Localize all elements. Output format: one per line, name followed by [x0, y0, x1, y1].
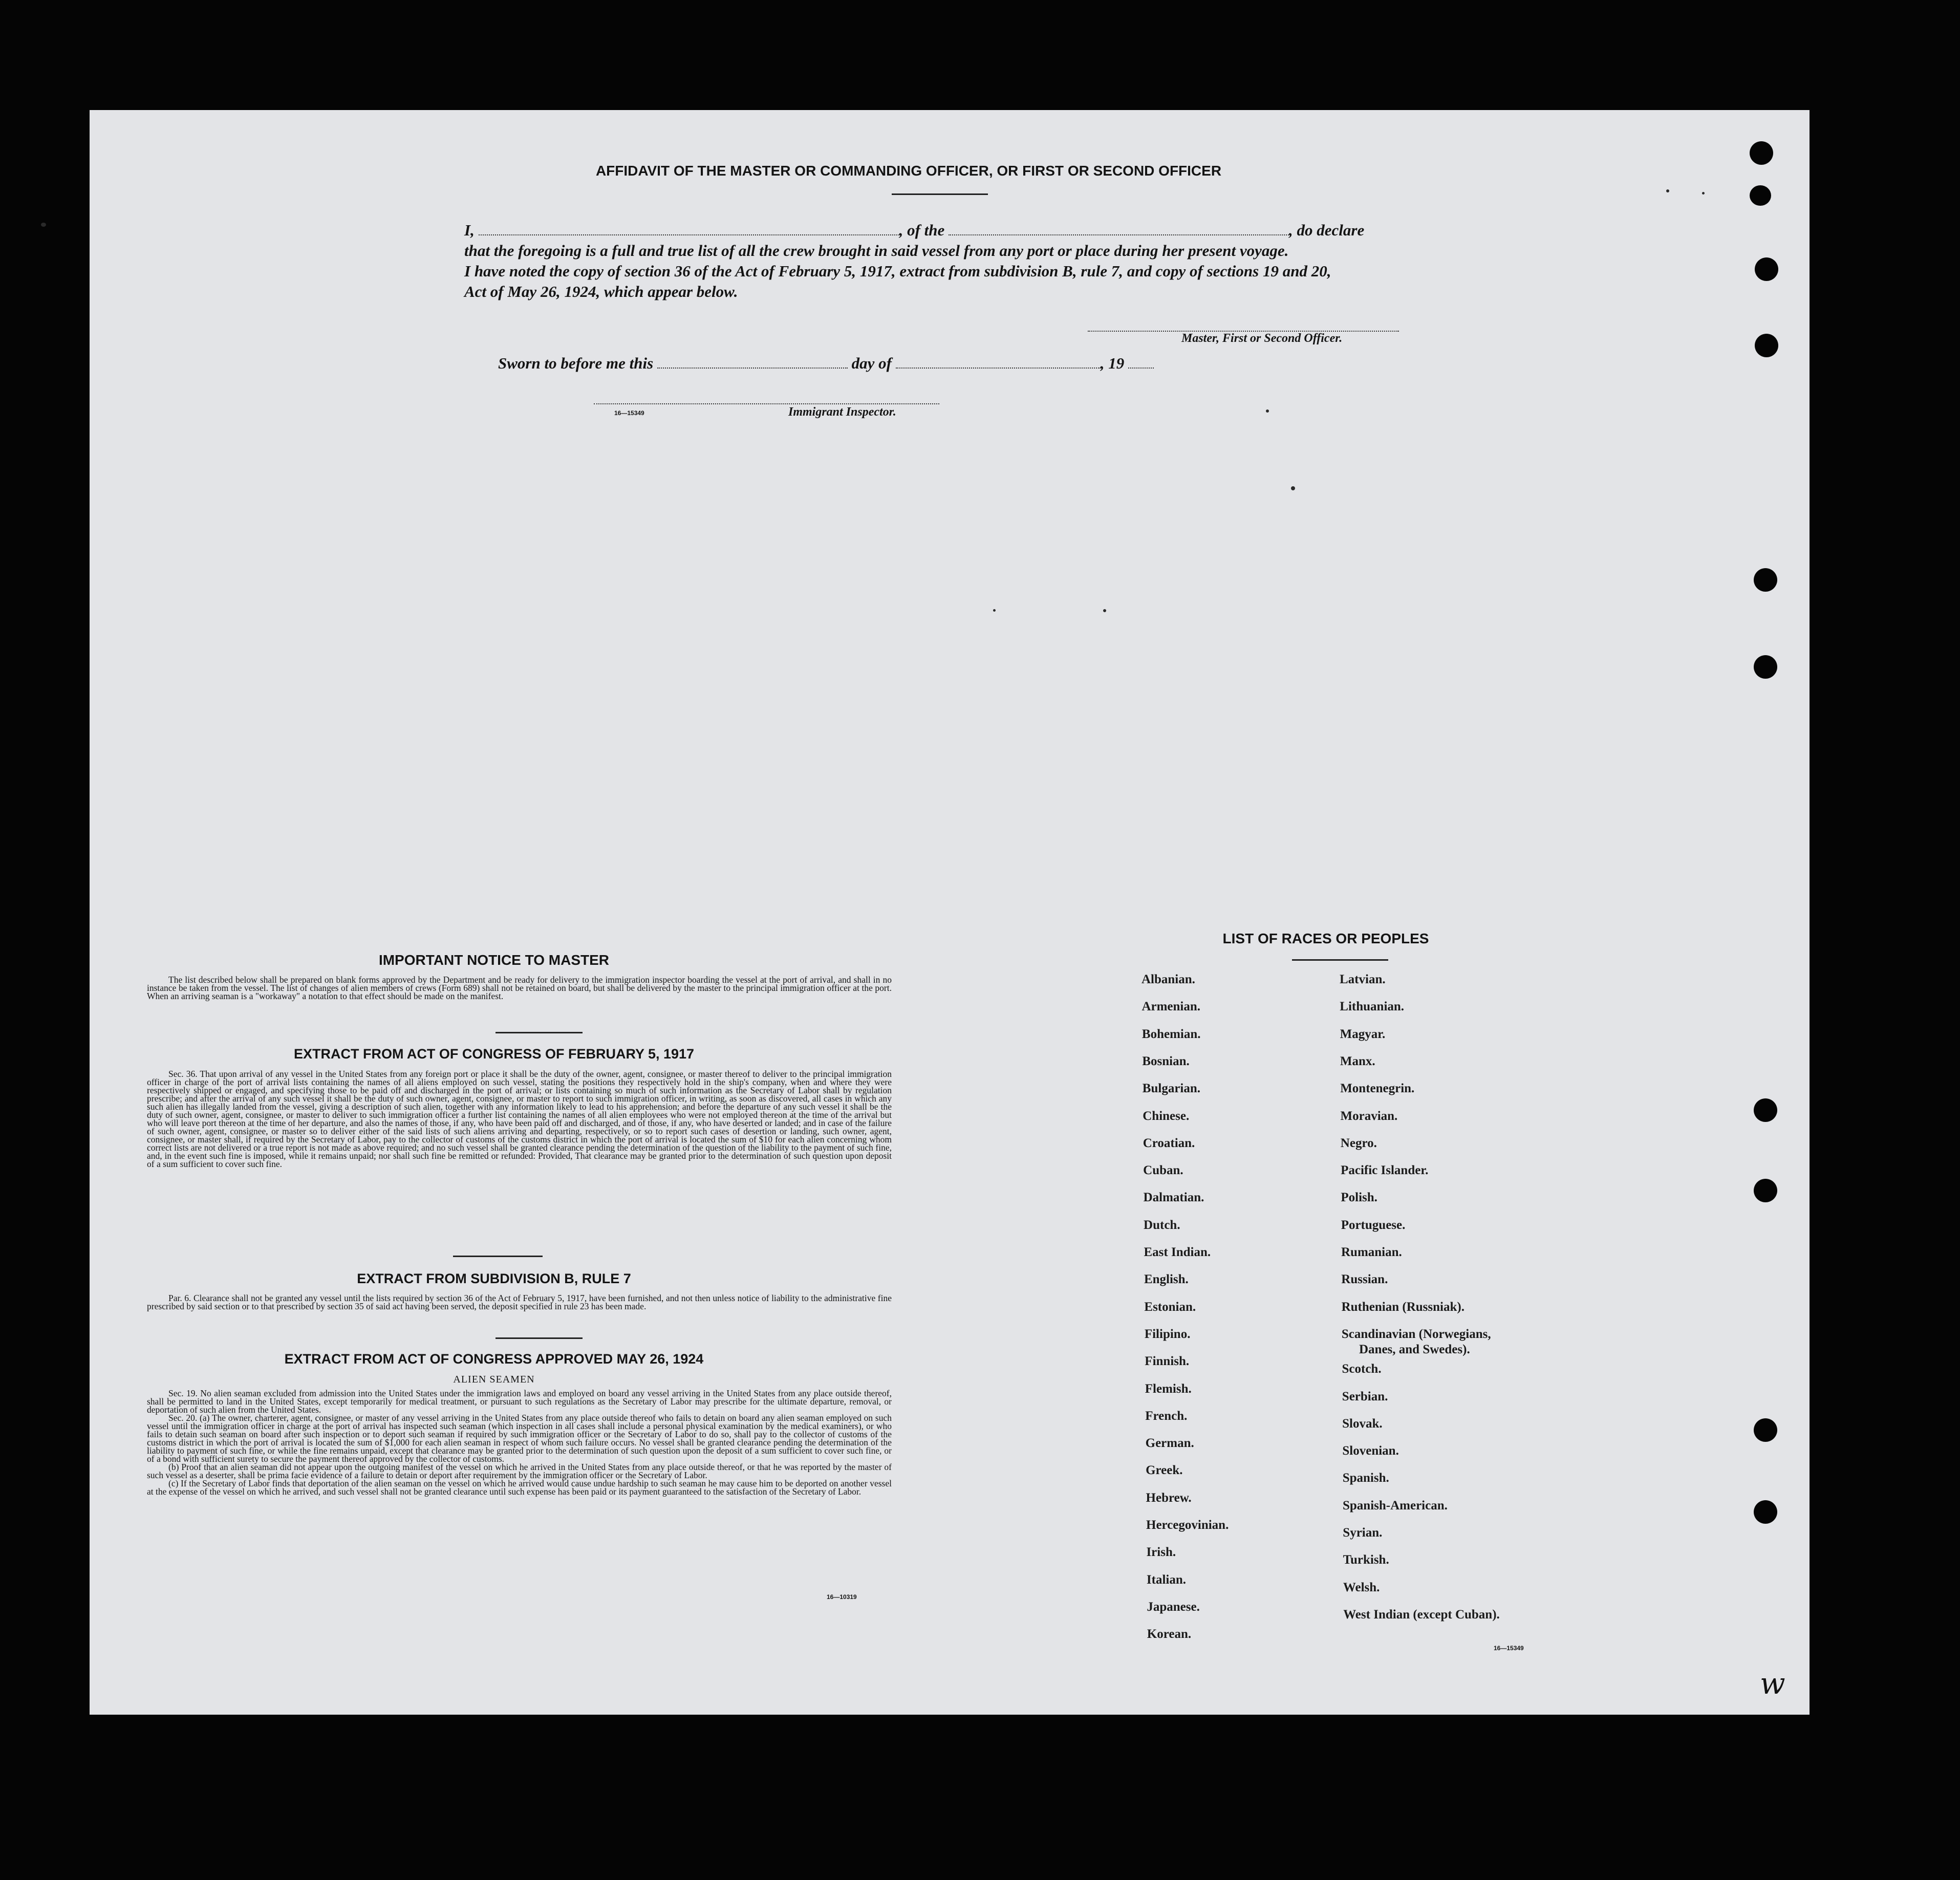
- race-item: Rumanian.: [1341, 1245, 1402, 1259]
- race-item: Finnish.: [1145, 1354, 1190, 1369]
- race-item: Chinese.: [1143, 1109, 1190, 1123]
- sworn-line: [498, 354, 1154, 373]
- scan-speck: [1666, 189, 1669, 192]
- race-item: Hercegovinian.: [1146, 1518, 1229, 1532]
- sec-36-paragraph: Sec. 36. That upon arrival of any vessel in the United States from any foreign port or place it shall be the duty of the owner, agent, consignee, or master thereof to deliver to the principal immigration officer in charge of the port of arrival lists containing the names of all aliens employed on such vessel, stating the positions they respectively hold in the ship's company, when and where they were respectively shipped or engaged, and specifying those to be paid off and discharged in the port of arrival; or lists containing so much of such information as the Secretary of Labor shall by regulation prescribe; and after the arrival of any such vessel it shall be the duty of such owner, agent, consignee, or master to report to such immigration officer, in writing, as soon as discovered, all cases in which any such alien has illegally landed from the vessel, giving a description of such alien, together with any information likely to lead to his apprehension; and before the departure of any such vessel it shall be the duty of such owner, agent, consignee, or master to deliver to such immigration officer a further list containing the names of all alien employees who were not employed thereon at the time of the arrival but who will leave port thereon at the time of her departure, and also the names of those, if any, who have been paid off and discharged, and of those, if any, who have deserted or landed; and in case of the failure of such owner, agent, consignee, or master so to deliver either of the said lists of such aliens arriving and departing, respectively, or so to report such cases of desertion or landing, such owner, agent, consignee, or master shall, if required by the Secretary of Labor, pay to the collector of customs of the customs district in which the port of arrival is located the sum of $10 for each alien concerning whom correct lists are not delivered or a true report is not made as above required; and no such vessel shall be granted clearance pending the determination of the question of the liability to the payment of such fine, and, in the event such fine is imposed, while it remains unpaid; nor shall such fine be remitted or refunded: Provided, That clearance may be granted prior to the determination of such question upon deposit of a sum sufficient to cover such fine.: [147, 1069, 892, 1169]
- sworn-day-blank: [657, 368, 848, 369]
- extract-1924-subtitle: ALIEN SEAMEN: [453, 1374, 535, 1385]
- section-divider: [496, 1337, 583, 1339]
- race-item: Italian.: [1146, 1572, 1186, 1587]
- race-item: Scandinavian (Norwegians,: [1341, 1327, 1491, 1341]
- affidavit-title: AFFIDAVIT OF THE MASTER OR COMMANDING OFFICER, OR FIRST OR SECOND OFFICER: [595, 163, 1222, 179]
- race-item: Moravian.: [1340, 1109, 1398, 1123]
- affidavit-i: I,: [464, 221, 475, 239]
- extract-1917-text: [147, 1070, 892, 1168]
- scan-speck: [1266, 409, 1269, 413]
- race-item: Portuguese.: [1341, 1218, 1406, 1232]
- affidavit-of-the: , of the: [899, 221, 945, 239]
- handwritten-mark: w: [1760, 1666, 1785, 1701]
- race-item: Bulgarian.: [1142, 1082, 1201, 1096]
- race-item: Latvian.: [1340, 973, 1386, 986]
- race-item: Filipino.: [1144, 1327, 1191, 1341]
- races-title: LIST OF RACES OR PEOPLES: [1222, 931, 1429, 946]
- race-item: Slovenian.: [1342, 1444, 1399, 1458]
- inspector-signature-line: [594, 403, 939, 404]
- sec-20c-paragraph: (c) If the Secretary of Labor finds that deportation of the alien seaman on the vessel on which he arrived would cause undue hardship to such seaman he may cause him to be deported on another vessel at the expense of the vessel on which he arrived, and such vessel shall not be granted clearance until such expense has been paid or its payment guaranteed to the satisfaction of the Secretary of Labor.: [147, 1478, 892, 1497]
- race-item: Bohemian.: [1141, 1027, 1201, 1041]
- extract-1917-title: EXTRACT FROM ACT OF CONGRESS OF FEBRUARY 5, 1917: [293, 1046, 695, 1062]
- master-caption: Master, First or Second Officer.: [1181, 332, 1343, 345]
- affidavit-line-3: I have noted the copy of section 36 of the Act of February 5, 1917, extract from subdivision B, rule 7, and copy of sections 19 and 20,: [464, 262, 1331, 280]
- race-item: Montenegrin.: [1340, 1082, 1415, 1096]
- sec-20a-paragraph: Sec. 20. (a) The owner, charterer, agent, consignee, or master of any vessel arriving in the United States from any place outside thereof who fails to detain on board any alien seaman employed on such vessel until the immigration officer in charge at the port of arrival has inspected such seaman (which inspection in all cases shall include a personal physical examination by the medical examiners), or who fails to detain such seaman on board after such inspection or to deport such seaman if required by such immigration officer or the Secretary of Labor to do so, shall pay to the collector of customs of the customs district in which the port of arrival is located the sum of $1,000 for each alien seaman in respect of whom such failure occurs. No vessel shall be granted clearance pending the determination of the liability to payment of such fine, or while the fine remains unpaid, except that clearance may be granted prior to the determination of such question upon the deposit of a sum sufficient to cover such fine, or of a bond with sufficient surety to secure the payment thereof approved by the collector of customs.: [147, 1413, 892, 1464]
- race-item: Flemish.: [1145, 1381, 1192, 1396]
- section-divider: [453, 1256, 543, 1257]
- race-item: West Indian (except Cuban).: [1343, 1607, 1500, 1622]
- subdivision-b-title: EXTRACT FROM SUBDIVISION B, RULE 7: [357, 1271, 631, 1286]
- race-item: Japanese.: [1147, 1600, 1200, 1614]
- punch-hole: [1754, 1418, 1777, 1442]
- sworn-day-of: day of: [851, 354, 892, 372]
- punch-hole: [1754, 1098, 1777, 1122]
- race-item: Serbian.: [1342, 1389, 1388, 1403]
- punch-hole: [1754, 568, 1777, 592]
- race-item: English.: [1144, 1272, 1189, 1287]
- name-blank: [479, 234, 899, 235]
- race-item: Polish.: [1341, 1191, 1377, 1205]
- race-item: Dutch.: [1144, 1218, 1180, 1232]
- vessel-blank: [949, 234, 1289, 235]
- races-title-rule: [1292, 959, 1388, 961]
- sworn-year-prefix: , 19: [1100, 354, 1125, 372]
- extract-1924-title: EXTRACT FROM ACT OF CONGRESS APPROVED MAY 26, 1924: [284, 1351, 704, 1367]
- race-item: Lithuanian.: [1340, 1000, 1405, 1014]
- race-item: Albanian.: [1141, 973, 1195, 986]
- affidavit-line-4: Act of May 26, 1924, which appear below.: [464, 283, 738, 300]
- race-item: Dalmatian.: [1143, 1191, 1204, 1205]
- affidavit-form-code: 16—15349: [614, 409, 644, 417]
- race-item: Negro.: [1340, 1136, 1377, 1150]
- affidavit-line-1: [464, 221, 1364, 240]
- sec-19-paragraph: Sec. 19. No alien seaman excluded from admission into the United States under the immigration laws and employed on board any vessel arriving in the United States from any place outside thereof, shall be permitted to land in the United States, except temporarily for medical treatment, or pursuant to such regulations as the Secretary of Labor may prescribe for the ultimate departure, removal, or deportation of such alien from the United States.: [147, 1388, 892, 1415]
- sec-20b-paragraph: (b) Proof that an alien seaman did not appear upon the outgoing manifest of the vessel on which he arrived in the United States from any place outside thereof, or that he was reported by the master of such vessel as a deserter, shall be prima facie evidence of a failure to detain or deport after requirement by the immigration officer or the Secretary of Labor.: [147, 1462, 892, 1480]
- affidavit-declare: , do declare: [1289, 221, 1365, 239]
- punch-hole: [1754, 1500, 1777, 1524]
- race-item: Korean.: [1147, 1627, 1192, 1641]
- race-item: Irish.: [1146, 1545, 1176, 1560]
- scan-speck: [1291, 486, 1295, 490]
- sworn-year-blank: [1128, 368, 1154, 369]
- scan-speck: [41, 223, 46, 227]
- race-item: Croatian.: [1143, 1136, 1195, 1150]
- subdivision-b-text: [147, 1294, 892, 1310]
- punch-hole: [1755, 334, 1778, 357]
- race-item: Spanish.: [1342, 1471, 1389, 1485]
- inspector-caption: Immigrant Inspector.: [788, 405, 896, 419]
- sworn-month-blank: [896, 368, 1101, 369]
- race-item: Bosnian.: [1142, 1054, 1190, 1068]
- scan-speck: [993, 609, 996, 612]
- races-form-code: 16—15349: [1494, 1645, 1524, 1652]
- notice-title: IMPORTANT NOTICE TO MASTER: [378, 952, 610, 968]
- notice-text: [147, 976, 892, 1000]
- race-item: Slovak.: [1342, 1416, 1383, 1431]
- par-6-paragraph: Par. 6. Clearance shall not be granted any vessel until the lists required by section 36 of the Act of February 5, 1917, have been furnished, and not then unless notice of liability to the administrative fine prescribed by said section or to that prescribed by section 35 of said act having been served, the deposit specified in rule 23 has been made.: [147, 1293, 892, 1311]
- race-item: Turkish.: [1343, 1553, 1389, 1567]
- scan-speck: [1702, 192, 1705, 195]
- punch-hole: [1750, 185, 1771, 206]
- punch-hole: [1754, 655, 1777, 679]
- affidavit-title-rule: [892, 193, 988, 195]
- section-divider: [496, 1032, 583, 1033]
- race-item: Syrian.: [1343, 1526, 1383, 1540]
- sworn-prefix: Sworn to before me this: [498, 354, 654, 372]
- race-item: Greek.: [1146, 1463, 1183, 1478]
- race-item: German.: [1145, 1436, 1194, 1451]
- scan-speck: [1103, 609, 1106, 612]
- race-item: Spanish-American.: [1343, 1498, 1448, 1512]
- race-item: Ruthenian (Russniak).: [1341, 1300, 1464, 1314]
- race-item: Cuban.: [1143, 1163, 1183, 1178]
- extract-form-code: 16—10319: [827, 1593, 857, 1601]
- race-item: Welsh.: [1343, 1580, 1380, 1594]
- race-item: Hebrew.: [1146, 1490, 1192, 1505]
- extract-1924-text: [147, 1389, 892, 1496]
- race-item: Estonian.: [1144, 1300, 1196, 1314]
- race-item: Scotch.: [1342, 1362, 1382, 1376]
- race-item: French.: [1145, 1409, 1188, 1423]
- race-item: Magyar.: [1340, 1027, 1386, 1041]
- race-item: Danes, and Swedes).: [1359, 1342, 1470, 1356]
- race-item: East Indian.: [1144, 1245, 1211, 1259]
- punch-hole: [1750, 141, 1773, 165]
- race-item: Armenian.: [1141, 1000, 1201, 1014]
- notice-paragraph: The list described below shall be prepared on blank forms approved by the Department and be ready for delivery to the immigration inspector boarding the vessel at the port of arrival, and shall in no instance be taken from the vessel. The list of changes of alien members of crews (Form 689) shall not be retained on board, but shall be delivered by the master to the principal immigration officer at the port. When an arriving seaman is a "workaway" a notation to that effect should be made on the manifest.: [147, 975, 892, 1001]
- race-item: Russian.: [1341, 1272, 1388, 1287]
- punch-hole: [1755, 257, 1778, 281]
- affidavit-line-2: that the foregoing is a full and true list of all the crew brought in said vessel from any port or place during her present voyage.: [464, 242, 1289, 260]
- race-item: Pacific Islander.: [1341, 1163, 1429, 1178]
- race-item: Manx.: [1340, 1054, 1375, 1068]
- punch-hole: [1754, 1179, 1777, 1202]
